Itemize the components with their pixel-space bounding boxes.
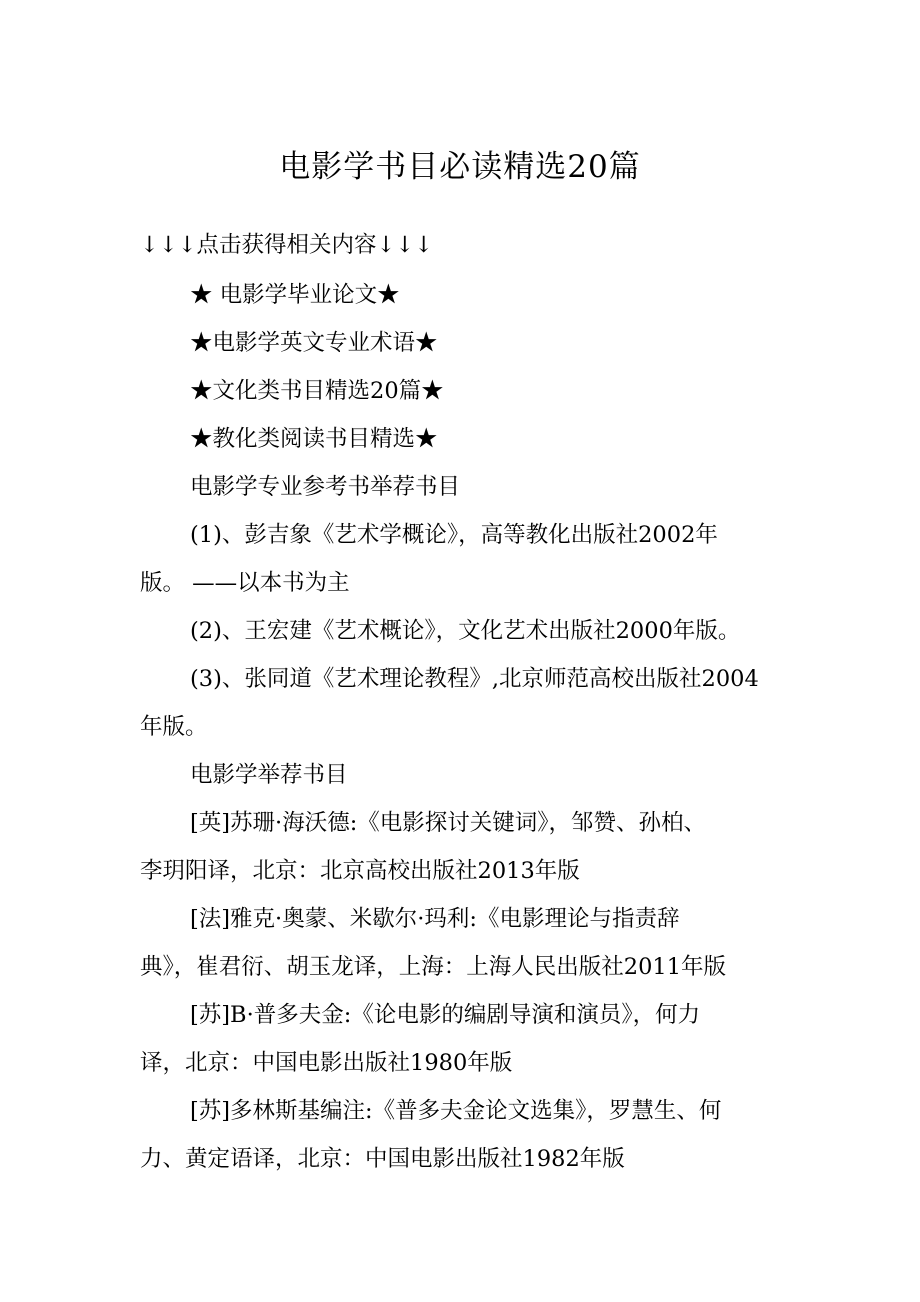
related-link-education-books[interactable]: ★教化类阅读书目精选★ [190, 426, 438, 452]
related-link-culture-books[interactable]: ★文化类书目精选20篇★ [190, 378, 444, 404]
section-heading-recommended-books: 电影学举荐书目 [190, 762, 348, 788]
list-item-line: 版。 ——以本书为主 [140, 570, 350, 596]
list-item-line: 译，北京：中国电影出版社1980年版 [140, 1050, 513, 1076]
list-item-line: 年版。 [140, 714, 208, 740]
list-item-line: [苏]多林斯基编注:《普多夫金论文选集》，罗慧生、何 [190, 1098, 722, 1124]
list-item-line: 典》，崔君衍、胡玉龙译，上海：上海人民出版社2011年版 [140, 954, 727, 980]
list-item-line: [法]雅克·奥蒙、米歇尔·玛利:《电影理论与指责辞 [190, 906, 680, 932]
list-item-line: (3)、张同道《艺术理论教程》,北京师范高校出版社2004 [190, 666, 759, 692]
related-link-thesis[interactable]: ★ 电影学毕业论文★ [190, 282, 400, 308]
document-title: 电影学书目必读精选20篇 [279, 149, 641, 185]
list-item-line: [英]苏珊·海沃德:《电影探讨关键词》，邹赞、孙柏、 [190, 810, 707, 836]
list-item-line: (1)、彭吉象《艺术学概论》，高等教化出版社2002年 [190, 522, 718, 548]
related-content-link[interactable]: ↓↓↓点击获得相关内容↓↓↓ [140, 232, 434, 258]
section-heading-reference-books: 电影学专业参考书举荐书目 [190, 474, 461, 500]
list-item-line: 李玥阳译，北京：北京高校出版社2013年版 [140, 858, 580, 884]
list-item-line: (2)、王宏建《艺术概论》，文化艺术出版社2000年版。 [190, 618, 741, 644]
list-item-line: [苏]B·普多夫金:《论电影的编剧导演和演员》，何力 [190, 1002, 701, 1028]
list-item-line: 力、黄定语译，北京：中国电影出版社1982年版 [140, 1146, 625, 1172]
related-link-terminology[interactable]: ★电影学英文专业术语★ [190, 330, 438, 356]
